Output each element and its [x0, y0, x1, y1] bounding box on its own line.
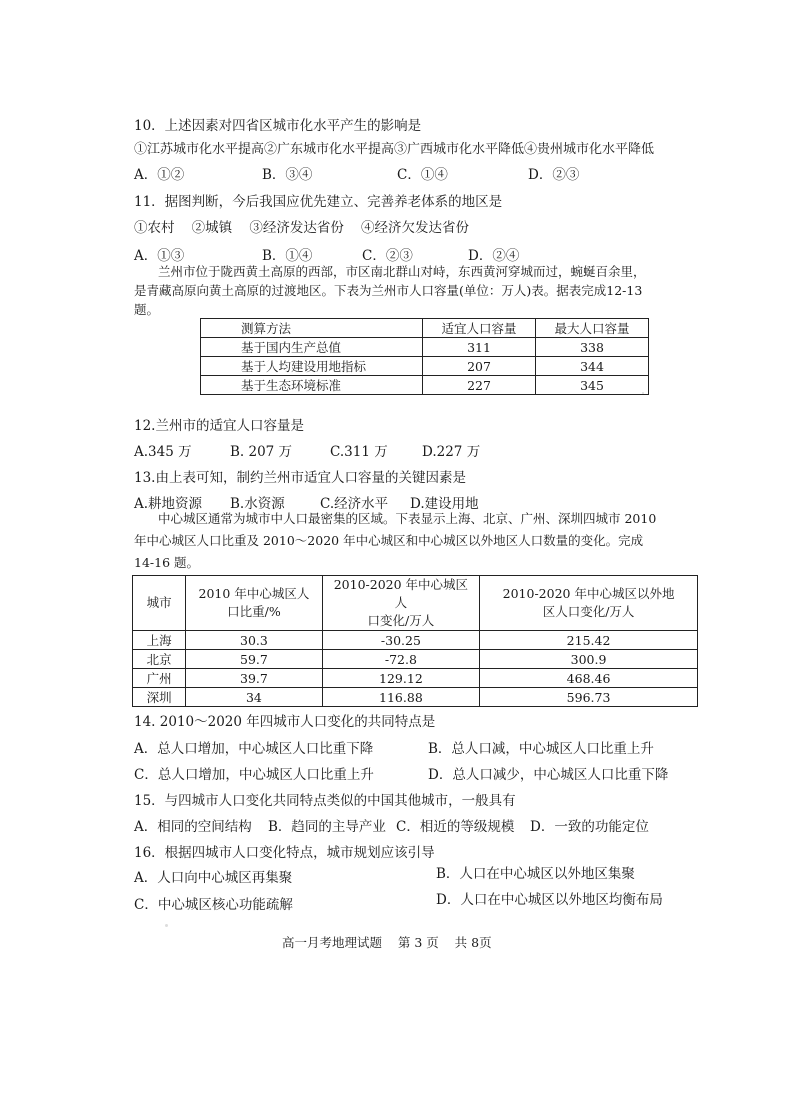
table-header-cell — [133, 576, 186, 631]
table-header-row — [201, 319, 649, 338]
table-header-cell — [480, 576, 698, 631]
table-cell: 116.88 — [322, 688, 479, 707]
scan-speck — [642, 392, 644, 394]
q11-stem: 11．据图判断，今后我国应优先建立、完善养老体系的地区是 — [134, 194, 503, 210]
table-cell: 北京 — [133, 650, 186, 669]
q16-option-d[interactable]: D．人口在中心城区以外地区均衡布局 — [436, 892, 663, 908]
table-header-cell: 测算方法 — [201, 319, 423, 338]
q10-option-a[interactable]: A．①② — [134, 167, 185, 183]
table-cell: 468.46 — [480, 669, 698, 688]
q10-statements: ①江苏城市化水平提高②广东城市化水平提高③广西城市化水平降低④贵州城市化水平降低 — [134, 142, 655, 157]
table-cell: 207 — [423, 357, 536, 376]
q14-option-c[interactable]: C．总人口增加，中心城区人口比重上升 — [134, 767, 374, 783]
q12-stem: 12.兰州市的适宜人口容量是 — [134, 418, 304, 434]
page-footer: 高一月考地理试题 第 3 页 共 8页 — [282, 935, 492, 950]
table-cell: 深圳 — [133, 688, 186, 707]
table-row — [133, 669, 698, 688]
header-text: 区人口变化/万人 — [542, 604, 635, 619]
table-cell: 基于生态环境标准 — [201, 376, 423, 395]
q15-option-b[interactable]: B．趋同的主导产业 — [268, 819, 386, 835]
q14-option-d[interactable]: D．总人口减少，中心城区人口比重下降 — [428, 767, 669, 783]
table-cell: 338 — [536, 338, 649, 357]
table-cell: 300.9 — [480, 650, 698, 669]
table-cell: 基于国内生产总值 — [201, 338, 423, 357]
q15-option-c[interactable]: C．相近的等级规模 — [396, 819, 515, 835]
header-text: 2010-2020 年中心城区以外地 — [502, 586, 675, 601]
q13-option-d[interactable]: D.建设用地 — [410, 496, 479, 512]
lanzhou-capacity-table — [200, 318, 649, 395]
table-cell: 34 — [186, 688, 323, 707]
table-header-cell — [186, 576, 323, 631]
q10-option-d[interactable]: D．②③ — [528, 167, 580, 183]
q14-option-a[interactable]: A．总人口增加，中心城区人口比重下降 — [134, 741, 374, 757]
passage-cities-line2: 年中心城区人口比重及 2010～2020 年中心城区和中心城区以外地区人口数量的变化。完成 — [134, 533, 644, 548]
q13-option-b[interactable]: B.水资源 — [230, 496, 285, 512]
table-cell: 59.7 — [186, 650, 323, 669]
q16-stem: 16．根据四城市人口变化特点，城市规划应该引导 — [134, 845, 435, 861]
header-text: 口变化/万人 — [367, 613, 435, 628]
q12-option-b[interactable]: B. 207 万 — [230, 444, 293, 460]
q15-option-a[interactable]: A．相同的空间结构 — [134, 819, 252, 835]
header-text: 2010 年中心城区人 — [198, 586, 310, 601]
table-header-cell: 最大人口容量 — [536, 319, 649, 338]
table-cell: 344 — [536, 357, 649, 376]
scan-speck — [165, 924, 168, 927]
table-header-row — [133, 576, 698, 631]
q15-option-d[interactable]: D．一致的功能定位 — [530, 819, 649, 835]
q11-option-d[interactable]: D．②④ — [468, 248, 520, 264]
q15-stem: 15．与四城市人口变化共同特点类似的中国其他城市，一般具有 — [134, 793, 516, 809]
q11-option-c[interactable]: C．②③ — [362, 248, 413, 264]
table-row — [201, 376, 649, 395]
table-cell: 基于人均建设用地指标 — [201, 357, 423, 376]
table-row — [201, 338, 649, 357]
table-cell: 227 — [423, 376, 536, 395]
table-row — [201, 357, 649, 376]
table-cell: 215.42 — [480, 631, 698, 650]
q11-option-b[interactable]: B．①④ — [262, 248, 313, 264]
q16-option-b[interactable]: B．人口在中心城区以外地区集聚 — [436, 866, 635, 882]
q16-option-a[interactable]: A．人口向中心城区再集聚 — [134, 870, 293, 886]
table-cell: 129.12 — [322, 669, 479, 688]
q10-stem: 10．上述因素对四省区城市化水平产生的影响是 — [134, 118, 422, 134]
table-cell: 上海 — [133, 631, 186, 650]
passage-lanzhou-line3: 题。 — [134, 302, 160, 317]
passage-lanzhou-line1: 兰州市位于陇西黄土高原的西部，市区南北群山对峙，东西黄河穿城而过，蜿蜒百余里， — [158, 264, 646, 279]
table-cell: 311 — [423, 338, 536, 357]
table-cell: -72.8 — [322, 650, 479, 669]
table-header-cell: 适宜人口容量 — [423, 319, 536, 338]
header-text: 2010-2020 年中心城区人 — [333, 577, 469, 610]
header-text: 口比重/% — [227, 604, 281, 619]
q12-option-a[interactable]: A.345 万 — [134, 444, 192, 460]
table-row — [133, 631, 698, 650]
q12-option-c[interactable]: C.311 万 — [330, 444, 388, 460]
table-cell: 345 — [536, 376, 649, 395]
q13-stem: 13.由上表可知，制约兰州市适宜人口容量的关键因素是 — [134, 470, 466, 486]
q12-option-d[interactable]: D.227 万 — [422, 444, 481, 460]
table-cell: -30.25 — [322, 631, 479, 650]
table-cell: 广州 — [133, 669, 186, 688]
city-population-table — [132, 575, 698, 707]
q13-option-a[interactable]: A.耕地资源 — [134, 496, 203, 512]
passage-cities-line1: 中心城区通常为城市中人口最密集的区域。下表显示上海、北京、广州、深圳四城市 2010 — [158, 511, 657, 526]
q16-option-c[interactable]: C．中心城区核心功能疏解 — [134, 897, 293, 913]
q14-stem: 14. 2010～2020 年四城市人口变化的共同特点是 — [134, 714, 436, 730]
table-cell: 596.73 — [480, 688, 698, 707]
table-row — [133, 688, 698, 707]
passage-cities-line3: 14-16 题。 — [134, 555, 200, 570]
table-cell: 30.3 — [186, 631, 323, 650]
q10-option-b[interactable]: B．③④ — [262, 167, 313, 183]
q10-option-c[interactable]: C．①④ — [397, 167, 448, 183]
header-text: 城市 — [146, 595, 172, 610]
table-cell: 39.7 — [186, 669, 323, 688]
q11-option-a[interactable]: A．①③ — [134, 248, 185, 264]
table-header-cell — [322, 576, 479, 631]
q14-option-b[interactable]: B．总人口减，中心城区人口比重上升 — [428, 741, 654, 757]
q13-option-c[interactable]: C.经济水平 — [320, 496, 389, 512]
q11-statements: ①农村 ②城镇 ③经济发达省份 ④经济欠发达省份 — [134, 220, 469, 236]
table-row — [133, 650, 698, 669]
passage-lanzhou-line2: 是青藏高原向黄土高原的过渡地区。下表为兰州市人口容量(单位：万人)表。据表完成12-13 — [134, 283, 643, 298]
